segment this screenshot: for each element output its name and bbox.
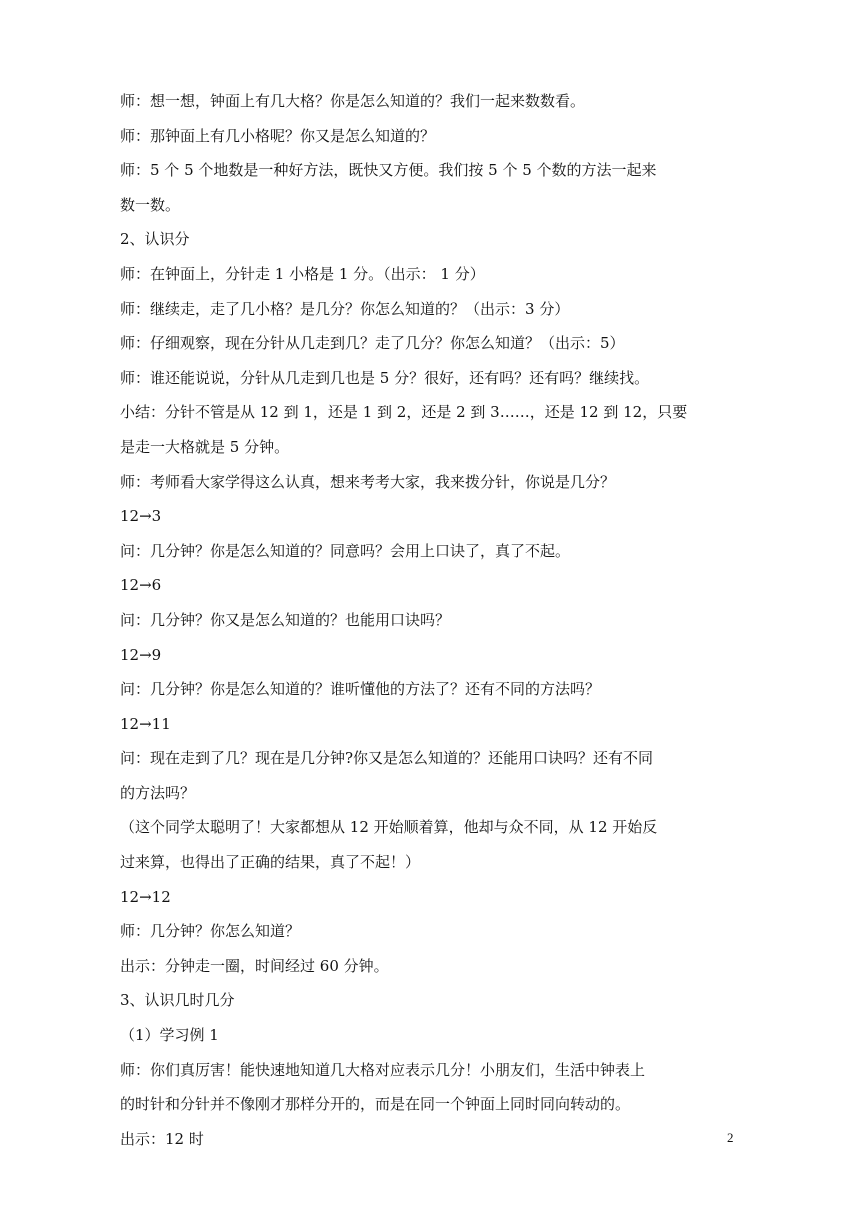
text-line: 师：考师看大家学得这么认真，想来考考大家，我来拨分针，你说是几分？ bbox=[120, 472, 616, 491]
text-line: 问：几分钟？你又是怎么知道的？也能用口诀吗？ bbox=[120, 610, 451, 629]
text-line: 问：几分钟？你是怎么知道的？谁听懂他的方法了？还有不同的方法吗？ bbox=[120, 680, 601, 699]
text-line: 师：几分钟？你怎么知道？ bbox=[120, 922, 301, 941]
text-line: 问：现在走到了几？现在是几分钟?你又是怎么知道的？还能用口诀吗？还有不同 bbox=[120, 749, 654, 768]
text-line: 12→9 bbox=[120, 645, 162, 664]
text-line: 师：继续走，走了几小格？是几分？你怎么知道的？（出示：3 分） bbox=[120, 299, 570, 318]
text-line: 是走一大格就是 5 分钟。 bbox=[120, 437, 290, 456]
subsection-heading: （1）学习例 1 bbox=[120, 1026, 219, 1045]
text-line: 师：仔细观察，现在分针从几走到几？走了几分？你怎么知道？（出示：5） bbox=[120, 334, 625, 353]
text-line: 师：那钟面上有几小格呢？你又是怎么知道的？ bbox=[120, 126, 436, 145]
text-line: 的时针和分针并不像刚才那样分开的，而是在同一个钟面上同时同向转动的。 bbox=[120, 1095, 631, 1114]
section-heading: 3、认识几时几分 bbox=[120, 991, 235, 1010]
document-body bbox=[120, 84, 740, 1156]
text-line: 出示：分钟走一圈，时间经过 60 分钟。 bbox=[120, 956, 389, 975]
text-line: 的方法吗？ bbox=[120, 783, 196, 802]
text-line: 师：在钟面上，分针走 1 小格是 1 分。（出示： 1 分） bbox=[120, 264, 485, 283]
text-line: 12→11 bbox=[120, 714, 171, 733]
text-line: 问：几分钟？你是怎么知道的？同意吗？会用上口诀了，真了不起。 bbox=[120, 541, 571, 560]
section-heading: 2、认识分 bbox=[120, 230, 190, 249]
text-line: 12→12 bbox=[120, 887, 171, 906]
text-line: 师：你们真厉害！能快速地知道几大格对应表示几分！小朋友们，生活中钟表上 bbox=[120, 1060, 646, 1079]
text-line: 12→6 bbox=[120, 576, 162, 595]
text-line: 小结：分针不管是从 12 到 1，还是 1 到 2，还是 2 到 3……，还是 12 到 12，只要 bbox=[120, 403, 688, 422]
text-line: 数一数。 bbox=[120, 195, 181, 214]
text-line: 出示：12 时 bbox=[120, 1129, 204, 1148]
text-line: 师：想一想，钟面上有几大格？你是怎么知道的？我们一起来数数看。 bbox=[120, 92, 586, 110]
text-line: （这个同学太聪明了！大家都想从 12 开始顺着算，他却与众不同，从 12 开始反 bbox=[120, 818, 658, 837]
text-line: 师：5 个 5 个地数是一种好方法，既快又方便。我们按 5 个 5 个数的方法一起来 bbox=[120, 161, 657, 180]
text-line: 12→3 bbox=[120, 507, 162, 526]
page-number: 2 bbox=[727, 1130, 734, 1145]
text-line: 师：谁还能说说，分针从几走到几也是 5 分？很好，还有吗？还有吗？继续找。 bbox=[120, 368, 650, 387]
text-line: 过来算，也得出了正确的结果，真了不起！） bbox=[120, 853, 421, 872]
